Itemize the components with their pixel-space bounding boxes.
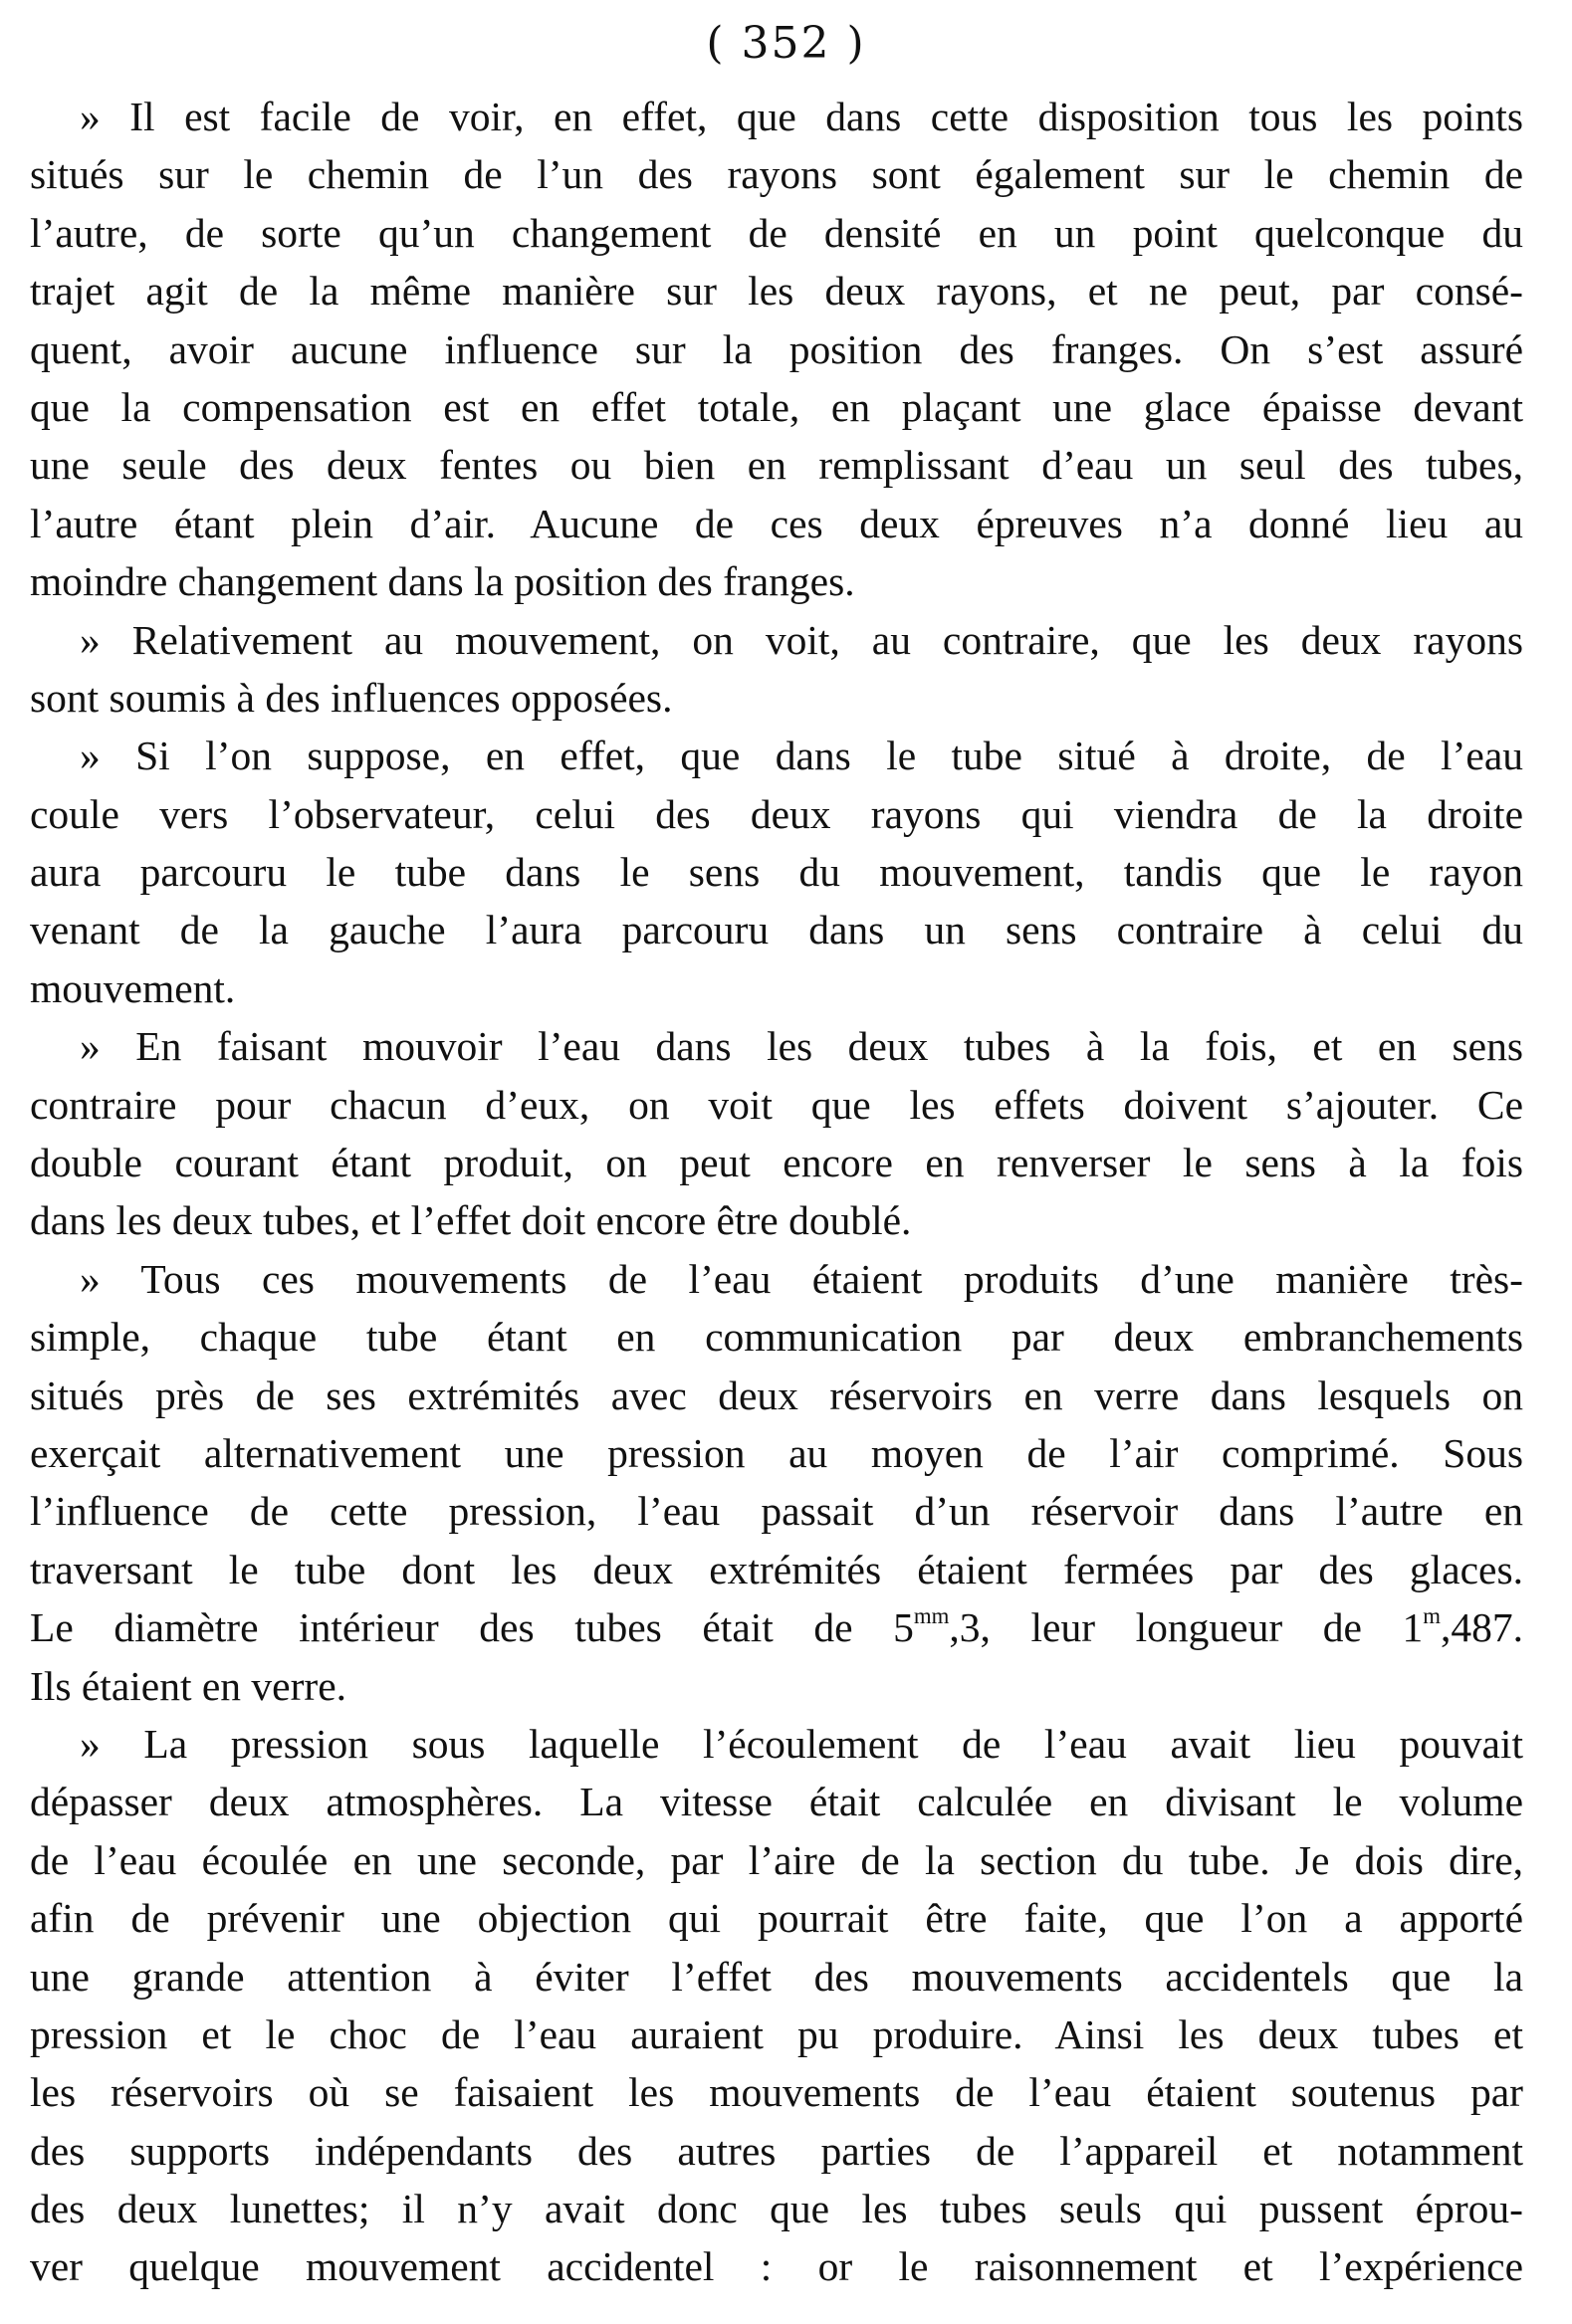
unit-superscript: mm bbox=[913, 1602, 950, 1628]
text-line: aura parcouru le tube dans le sens du mouvement, tandis que le rayon bbox=[30, 849, 1523, 896]
text-line: quent, avoir aucune influence sur la position des franges. On s’est assuré bbox=[30, 325, 1523, 372]
text-line: sont soumis à des influences opposées. bbox=[30, 674, 673, 721]
paragraph bbox=[30, 727, 1523, 1017]
text-line: » En faisant mouvoir l’eau dans les deux tubes à la fois, et en sens bbox=[80, 1023, 1523, 1070]
text-line: une seule des deux fentes ou bien en remplissant d’eau un seul des tubes, bbox=[30, 442, 1523, 489]
paragraph bbox=[30, 88, 1523, 611]
text-line: trajet agit de la même manière sur les deux rayons, et ne peut, par consé- bbox=[30, 268, 1523, 315]
text-line: de l’eau écoulée en une seconde, par l’aire de la section du tube. Je dois dire, bbox=[30, 1836, 1523, 1883]
text-line: simple, chaque tube étant en communication par deux embranchements bbox=[30, 1314, 1523, 1361]
text-line: des supports indépendants des autres parties de l’appareil et notamment bbox=[30, 2127, 1523, 2174]
paragraph bbox=[30, 1017, 1523, 1250]
unit-superscript: m bbox=[1423, 1602, 1441, 1628]
text-line: situés près de ses extrémités avec deux réservoirs en verre dans lesquels on bbox=[30, 1372, 1523, 1418]
measure-text: ,3, leur longueur de 1 bbox=[949, 1604, 1424, 1651]
text-line: situés sur le chemin de l’un des rayons sont également sur le chemin de bbox=[30, 151, 1523, 198]
text-line: que la compensation est en effet totale, en plaçant une glace épaisse devant bbox=[30, 383, 1523, 430]
text-line: » Relativement au mouvement, on voit, au contraire, que les deux rayons bbox=[80, 616, 1523, 663]
measure-line bbox=[30, 1598, 1523, 1656]
text-line: exerçait alternativement une pression au moyen de l’air comprimé. Sous bbox=[30, 1429, 1523, 1476]
text-line: » La pression sous laquelle l’écoulement de l’eau avait lieu pouvait bbox=[80, 1720, 1523, 1767]
text-line: ver quelque mouvement accidentel : or le raisonnement et l’expérience bbox=[30, 2243, 1523, 2290]
text-line: mouvement. bbox=[30, 964, 236, 1011]
text-line: contraire pour chacun d’eux, on voit que les effets doivent s’ajouter. Ce bbox=[30, 1081, 1523, 1128]
measure-text: ,487. bbox=[1441, 1604, 1523, 1651]
body-text bbox=[30, 88, 1523, 2296]
text-line: coule vers l’observateur, celui des deux rayons qui viendra de la droite bbox=[30, 790, 1523, 837]
paragraph bbox=[30, 1250, 1523, 1715]
text-line: l’influence de cette pression, l’eau passait d’un réservoir dans l’autre en bbox=[30, 1488, 1523, 1535]
text-line: l’autre étant plein d’air. Aucune de ces deux épreuves n’a donné lieu au bbox=[30, 500, 1523, 546]
text-line: une grande attention à éviter l’effet des mouvements accidentels que la bbox=[30, 1953, 1523, 2000]
text-line: l’autre, de sorte qu’un changement de densité en un point quelconque du bbox=[30, 209, 1523, 256]
text-line: » Tous ces mouvements de l’eau étaient produits d’une manière très- bbox=[80, 1255, 1523, 1302]
page-number: ( 352 ) bbox=[706, 18, 866, 69]
text-line: » Il est facile de voir, en effet, que dans cette disposition tous les points bbox=[80, 94, 1523, 139]
text-line: les réservoirs où se faisaient les mouvements de l’eau étaient soutenus par bbox=[30, 2069, 1523, 2116]
text-line: des deux lunettes; il n’y avait donc que les tubes seuls qui pussent éprou- bbox=[30, 2186, 1523, 2232]
measure-text: Le diamètre intérieur des tubes était de 5 bbox=[30, 1604, 914, 1651]
text-line: traversant le tube dont les deux extrémités étaient fermées par des glaces. bbox=[30, 1546, 1523, 1592]
text-line: pression et le choc de l’eau auraient pu produire. Ainsi les deux tubes et bbox=[30, 2010, 1523, 2057]
text-line: Ils étaient en verre. bbox=[30, 1662, 346, 1709]
text-line: dans les deux tubes, et l’effet doit encore être doublé. bbox=[30, 1197, 912, 1244]
paragraph bbox=[30, 1715, 1523, 2296]
text-line: double courant étant produit, on peut encore en renverser le sens à la fois bbox=[30, 1140, 1523, 1186]
text-line: dépasser deux atmosphères. La vitesse était calculée en divisant le volume bbox=[30, 1779, 1523, 1825]
text-line: venant de la gauche l’aura parcouru dans un sens contraire à celui du bbox=[30, 907, 1523, 953]
text-line: afin de prévenir une objection qui pourrait être faite, que l’on a apporté bbox=[30, 1895, 1523, 1942]
text-line: moindre changement dans la position des franges. bbox=[30, 558, 855, 605]
paragraph bbox=[30, 611, 1523, 728]
text-line: » Si l’on suppose, en effet, que dans le tube situé à droite, de l’eau bbox=[80, 733, 1523, 779]
